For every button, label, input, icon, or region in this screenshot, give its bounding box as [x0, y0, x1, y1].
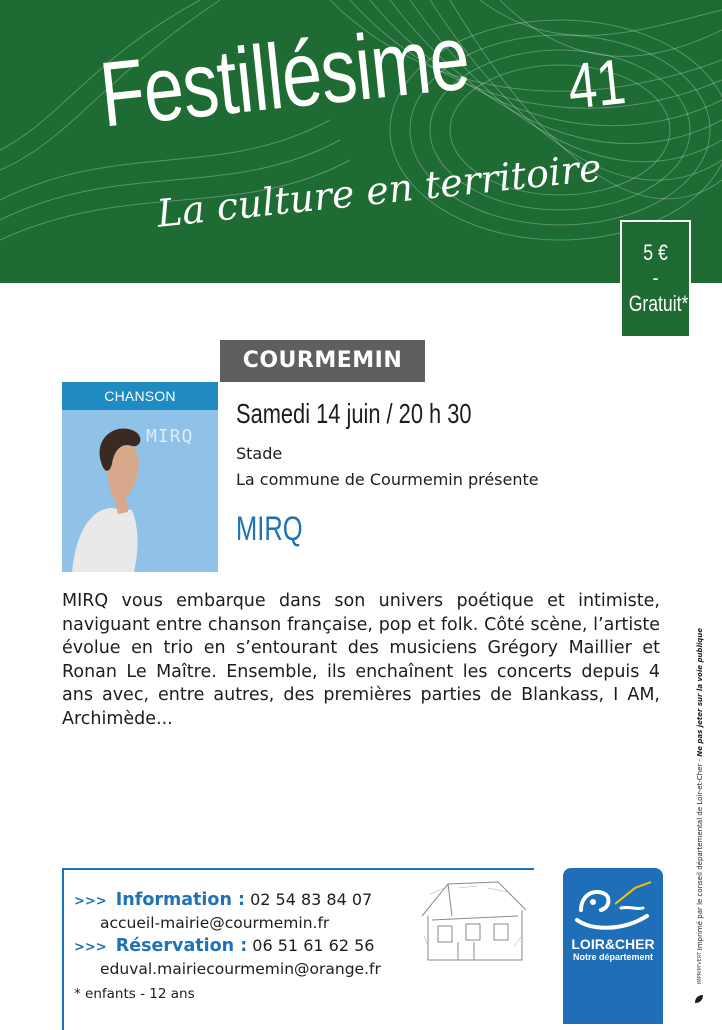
event-description: MIRQ vous embarque dans son univers poétique et intimiste, naviguant entre chanson française, pop et folk. Côté scène, l’artiste évolue en trio en s’entourant des musiciens Grégory Maillier et Ronan Le Maître. Ensemble, ils enchaînent les concerts depuis 4 ans avec, entre autres, des premières parties de Blankass, I AM, Archimède...: [62, 591, 660, 729]
legal-notice: [696, 628, 704, 950]
arrows-icon: >>>: [74, 894, 107, 909]
artist-photo: [62, 382, 218, 572]
price-free: Gratuit*: [628, 290, 689, 316]
reservation-phone[interactable]: 06 51 61 62 56: [252, 936, 375, 955]
event-presenter: La commune de Courmemin présente: [236, 470, 539, 489]
reservation-email[interactable]: eduval.mairiecourmemin@orange.fr: [100, 960, 381, 978]
info-phone[interactable]: 02 54 83 84 07: [250, 890, 373, 909]
price-amount: 5 €: [643, 240, 668, 265]
house-sketch: [418, 876, 530, 962]
info-label: Information :: [115, 890, 245, 910]
info-email[interactable]: accueil-mairie@courmemin.fr: [100, 914, 330, 932]
logo-subtitle: Notre département: [572, 952, 653, 962]
price-box: [620, 220, 691, 338]
event-venue: Stade: [236, 444, 283, 463]
legal-notice-emphasis: Ne pas jeter sur la voie publique: [696, 628, 704, 757]
festival-title: Festillésime: [95, 6, 474, 147]
artist-name: MIRQ: [236, 510, 303, 548]
info-row: [74, 890, 372, 910]
event-date-time: Samedi 14 juin / 20 h 30: [236, 398, 472, 429]
loir-et-cher-logo: [563, 868, 663, 1024]
commune-label: COURMEMIN: [220, 340, 425, 382]
bird-icon: [571, 880, 655, 934]
reservation-row: [74, 936, 374, 956]
festival-title-number: 41: [564, 45, 629, 123]
festival-tagline: La culture en territoire: [154, 145, 604, 236]
legal-notice-text: Imprimé par le conseil départemental de Loir-et-Cher -: [696, 756, 704, 951]
footnote: * enfants - 12 ans: [74, 986, 195, 1002]
arrows-icon: >>>: [74, 940, 107, 955]
artist-portrait: [62, 410, 218, 572]
header-banner: [0, 0, 722, 283]
genre-label: CHANSON: [62, 382, 218, 410]
price-separator: -: [652, 265, 659, 291]
photo-artist-name: MIRQ: [146, 426, 194, 447]
reservation-label: Réservation :: [115, 936, 248, 956]
printer-label: IMPRIM'VERT: [697, 952, 703, 985]
logo-name: LOIR&CHER: [571, 936, 655, 952]
leaf-icon: [694, 994, 704, 1004]
